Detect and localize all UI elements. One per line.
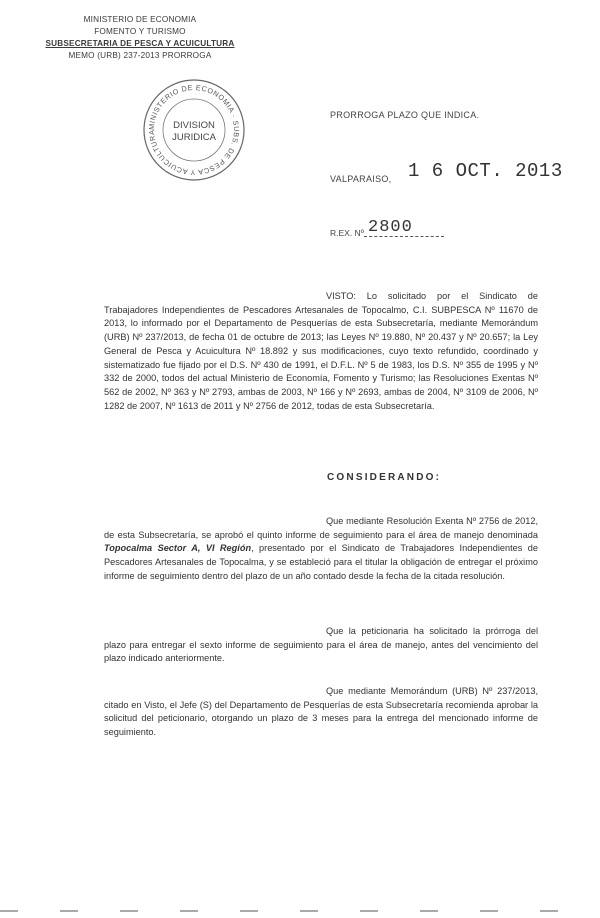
- stamp-center-line2: JURIDICA: [172, 132, 216, 143]
- document-subject: PRORROGA PLAZO QUE INDICA.: [330, 110, 480, 120]
- considerando-paragraph-3: [104, 685, 538, 740]
- subsecretaria-name: SUBSECRETARIA DE PESCA Y ACUICULTURA: [45, 39, 235, 48]
- area-name-emphasis: Topocalma Sector A, VI Región: [104, 543, 252, 554]
- ministry-subname: FOMENTO Y TURISMO: [94, 27, 186, 36]
- resolution-number-label: R.EX. Nº: [330, 228, 364, 238]
- c1-text-part1: Que mediante Resolución Exenta Nº 2756 de 2012, de esta Subsecretaría, se aprobó el quinto informe de seguimiento para el área de manejo denominada: [104, 516, 538, 540]
- c3-text: Que mediante Memorándum (URB) Nº 237/2013, citado en Visto, el Jefe (S) del Departamento de Pesquerías de esta Subsecretaría recomienda aprobar la solicitud del peticionario, otorgando un plazo de 3 meses para la entrega del mencionado informe de seguimiento.: [104, 686, 538, 738]
- resolution-number-underline: [364, 236, 444, 237]
- ministry-name: MINISTERIO DE ECONOMIA: [83, 15, 197, 24]
- visto-text: VISTO: Lo solicitado por el Sindicato de Trabajadores Independientes de Pescadores Artesanales de Topocalmo, C.I. SUBPESCA Nº 11670 de 2013, lo informado por el Departamento de Pesquerías de esta Subsecretaría, mediante Memorándum (URB) Nº 237/2013, de fecha 01 de octubre de 2013; las Leyes Nº 19.880, Nº 20.437 y Nº 20.657; la Ley General de Pesca y Acuicultura Nº 18.892 y sus modificaciones, cuyo texto refundido, coordinado y sistematizado fue fijado por el D.S. Nº 430 de 1991, el D.F.L. Nº 5 de 1983, los D.S. Nº 355 de 1995 y Nº 332 de 2000, todos del actual Ministerio de Economía, Fomento y Turismo; las Resoluciones Exentas Nº 562 de 2002, Nº 363 y Nº 2793, ambas de 2003, Nº 166 y Nº 2693, ambas de 2004, Nº 3109 de 2006, Nº 1282 de 2007, Nº 1613 de 2011 y Nº 2756 de 2012, todas de esta Subsecretaría.: [104, 291, 538, 411]
- considerando-heading: CONSIDERANDO:: [327, 472, 442, 483]
- c1-text-part2: , presentado por el Sindicato de Trabajadores Independientes de Pescadores Artesanales de Topocalma, y se estableció para el titular la obligación de entregar el próximo informe de seguimiento dentro del plazo de un año contado desde la fecha de la citada resolución.: [104, 543, 538, 581]
- c2-text: Que la peticionaria ha solicitado la prórroga del plazo para entregar el sexto informe de seguimiento para el área de manejo, antes del vencimiento del plazo indicado anteriormente.: [104, 626, 538, 664]
- resolution-number: 2800: [368, 218, 413, 237]
- considerando-paragraph-2: [104, 625, 538, 666]
- visto-paragraph: [104, 290, 538, 413]
- letterhead: [40, 14, 240, 62]
- considerando-paragraph-1: [104, 515, 538, 584]
- place-label: VALPARAISO,: [330, 174, 392, 184]
- scan-footer-marks: [0, 910, 600, 912]
- date-stamp: 1 6 OCT. 2013: [408, 160, 563, 182]
- division-juridica-stamp: [140, 76, 248, 184]
- memo-reference: MEMO (URB) 237-2013 PRORROGA: [68, 51, 212, 60]
- stamp-center-line1: DIVISION: [173, 120, 215, 131]
- stamp-ring-text: MINISTERIO DE ECONOMIA · SUBS. DE PESCA Y ACUICULTURA: [146, 82, 242, 178]
